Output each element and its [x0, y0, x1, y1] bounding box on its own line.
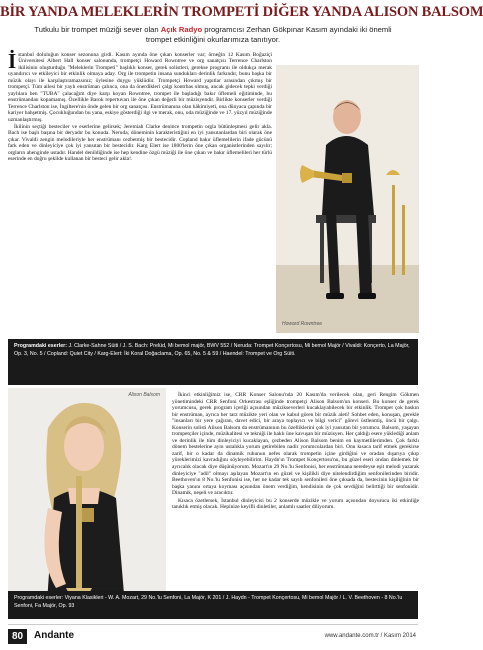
- howard-rowntree-photo: [276, 65, 419, 333]
- trumpeter-illustration: [276, 65, 419, 333]
- drop-cap: İ: [8, 49, 17, 73]
- page-number: 80: [8, 629, 27, 644]
- article-column-1: [8, 49, 272, 337]
- program-label: Programdaki eserler:: [14, 595, 64, 601]
- alison-balsom-photo: [8, 388, 166, 618]
- program-box-1: [8, 339, 418, 385]
- footer-divider: [8, 624, 418, 625]
- magazine-brand: Andante: [34, 630, 74, 641]
- article2-paragraph: İkinci etkinliğimiz ise, CRR Konser Salonu'nda 20 Kasım'da verilecek olan, geri Rengim Gökmen yönetimindeki CRR Senfoni Orkestrası eşliğinde trompetçi Alison Balsom'un konseri. Bu konser de gerek yorumcusu, gerek program içeriği açısından müzikseverleri kucaklayabilecek bir etkinlik. Trompet çok baskın bir enstrüman, ayrıca her tarz müzikte yeri olan ve kabul gören bir müzik aleti! Sohbet eden, konuşan, gerekle "insanları bir yere çağıran, davet edici, bir araya toplayıcı ve bilgi verici" görevi üstlenmiş, öncü bir çalgı. Konserin solisti Alison Balsom da enstrümanının bu özelliklerini çok iyi yansıtan bir yorumcu. Balsom, yaşayan trompetçiler içinde, müzikalitesi ve tekniği ile haklı üne kavuşan bir müzisyen. Her çaldığı esere yüklediği anlam ve derinlik ile tüm dinleyiciyi kucaklayan, çezbeden Alison Balsom benim en kaymetlilerimden. Çok farklı dönem bestelerine aynı ustalıkla yorum getirebilen nadir yorumculardan biri. Onu kısaca tarif etmek gerekirse zarif, bir o kadar da dinamik ruhunun nefes olarak trompetin içine girdiğini ve oradan dışarıya çıkıp yüreklerimizi kavradığını söyleyebilirim. Haydn'ın Trompet Konçertosu'nu, bu güzel eseri ondan dinlemek bir ayrıcalık olacak diye düşünüyorum. Mozart'ın 29 No.'lu Senfonisi, her enstrümana neredeyse eşit melodi yazarak dinleyiciye "adil" olmayı aşılayan Mozart'ın en güzel ve kişilikli diye nitelendirdiğim senfonilerinden biridir. Beethoven'ın 8 No.'lu Senfonisi ise, her ne kadar tek sayılı senfonileri öne çıksada da, bestecinin kişiliğinin bir başka yanını ortaya koyması açısından önem verdiğim, kendisinin de çok sevdiğini belirttiği bir senfonidir. Dinamik, neşeli ve aracıktır.: [172, 392, 419, 497]
- program-box-2: [8, 591, 418, 619]
- program-text: Viyana Klasikleri - W. A. Mozart, 29 No.'lu Senfoni, La Majör, K 201 / J. Haydn - Trompet Konçertosu, Mi bemol Majör / L. V. Beethoven - 8 No.'lu Senfoni, Fa Majör, Op. 93: [14, 595, 403, 609]
- article1-paragraph: [8, 49, 272, 123]
- page-footer: [0, 628, 426, 650]
- photo-caption: Alison Balsom: [128, 392, 160, 398]
- program-label: Programdaki eserler:: [14, 343, 67, 349]
- subhead: [30, 25, 396, 45]
- article2-paragraph: Kısaca özetlersek, İstanbul dinleyicisi bu 2 konserde müzikle ve yorum açısından doyurucu iki etkinliğe tanıklık etmiş olacak. Hepinize keyifli dinletiler, anlamlı saatler diliyorum.: [172, 497, 419, 511]
- subhead-before: Tutkulu bir trompet müziği sever olan: [34, 25, 161, 34]
- subhead-after: programcısı Zerhan Gökpınar Kasım ayındaki iki önemli trompet etkinliğini okurlarımıza tanıtıyor.: [145, 25, 392, 44]
- headline: BİR YANDA MELEKLERİN TROMPETİ DİĞER YANDA ALISON BALSOM: [0, 4, 483, 20]
- article-column-2: [172, 392, 419, 588]
- radio-name: Açık Radyo: [160, 25, 203, 34]
- article1-paragraph-text: stanbul doluluğun konser sezonuna girdi. Kasım ayında öne çıkan konserler var; örneğin 12 Kasım Boğaziçi Üniversitesi Albert Hall konser salonunda, trompetçi Howard Rowntree ve org sanatçısı Terrence Charlston ikilisinin oluşturduğu "Meleklerin Trompeti" başlıklı konser, gerek solistleri, gerekse programı ile oldukça merak uyandırıcı ve etkileyici bir etkinlik olmaya aday. Org ile trompetin insana sundukları derinlik farkındır, bunu başka bir müzik olayı ile karşılaştıramazsınız; öylesine duygu yüklüdür. Trompetçi Howard yapıtlar arasından çıkmış bir trompetçi. Tüm ailesi bir yaylı enstrüman çalınca, ona da önerdikleri çalgı kontrbas olmuş, ancak gidecek tepki verdiği yaylılara ben "TUBA" çalacağım diye karşı koyan Rowntree, trompet ile başladığı bakır üflemeli eğitiminde, bu enstrümandan kopamamış. Özellikle Barok repertuvarı ile öne çıkan değerli bir müzisyendir. Birlikte konserler verdiği Terrence Charlston ise, İngiltere'nin önde gelen bir org sanatçısı. Enstrümanına olan hâkimiyeti, ona dünyaca çapında bir kariyer bahşetmiş. Çocukluğundan bu yana, eskiye gösterdiği ilgi ve merak, onu, oda müziğinde ve 17. yüzyıl müziğinde uzmanlaştırmış.: [8, 52, 272, 123]
- article1-paragraph: İkilinin seçtiği besteciler ve eserlerine gelirsek; Jeremiah Clarke denince trompetin orgla bütünleşmesi gelir akla. Bach ise başlı başına bir deryadır bu konuda. Neruda, döneminin karakteristiğini en iyi yansıtanlardan biri olarak öne çıkar. Vivaldi zengin melodileriyle her enstrümanı cezbetmiş bir bestecidir. Copland bakır üflemelilerin ifade gücünü fark eden ve dinleyiciye çok iyi yansıtan bir bestecidir. Karg Elert ise 1800'lerin öne çıkan organistlerinden sayılır; orgların ahenginde ustadır. Handel denildiğinde ise hep kendine özgü müziği ile öne çıkan ve bakır üflemelileri her türlü eserinde en doğru şekilde kullanan bir besteci gelir akla!.: [8, 123, 272, 163]
- alison-balsom-illustration: [8, 388, 166, 618]
- photo-caption: Howard Rowntree: [282, 321, 323, 327]
- program-text: J. Clarke-Sahne Süiti / J. S. Bach: Prelüd, Mi bemol majör, BWV 552 / Neruda: Trompet Konçertosu, Mi bemol Majör / Vivaldi: Konçerto, La Majör, Op. 3, No. 5 / Copland: Quiet City / Karg-Elert: İki Koral Doğaclama, Op. 65, No. 5 & 59 / Haendel: Trompet ve Org Süiti.: [14, 343, 410, 357]
- website-and-issue: www.andante.com.tr / Kasım 2014: [324, 633, 416, 639]
